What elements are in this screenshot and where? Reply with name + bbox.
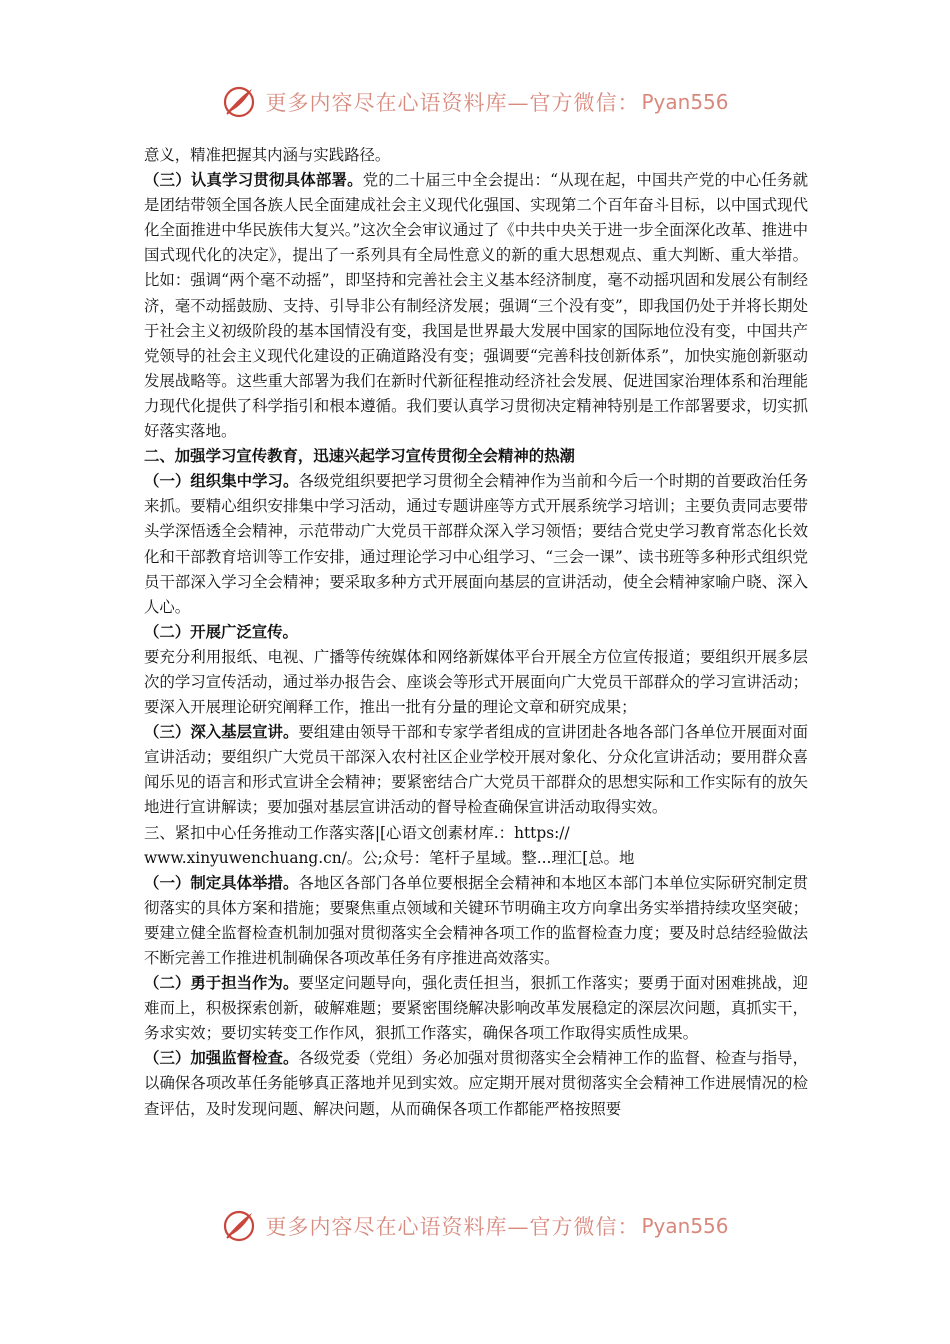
- section-body: 要组建由领导干部和专家学者组成的宣讲团赴各地各部门各单位开展面对面宣讲活动；要组织广大党员干部深入农村社区企业学校开展对象化、分众化宣讲活动；要用群众喜闻乐见的语言和形式宣讲全会精神；要紧密结合广大党员干部群众的思想实际和工作实际有的放矢地进行宣讲解读；要加强对基层宣讲活动的督导检查确保宣讲活动取得实效。: [144, 723, 808, 817]
- quill-logo-icon: [221, 84, 257, 120]
- document-body: [144, 143, 808, 1122]
- quill-logo-icon: [221, 1208, 257, 1244]
- paragraph: [144, 168, 808, 444]
- paragraph: [144, 971, 808, 1046]
- banner-wechat-id: Pyan556: [641, 90, 729, 114]
- paragraph: [144, 469, 808, 620]
- banner-text: 更多内容尽在心语资料库—官方微信：: [265, 1215, 640, 1239]
- section-body: 党的二十届三中全会提出：“从现在起，中国共产党的中心任务就是团结带领全国各族人民全面建成社会主义现代化强国、实现第二个百年奋斗目标，以中国式现代化全面推进中华民族伟大复兴。”这次全会审议通过了《中共中央关于进一步全面深化改革、推进中国式现代化的决定》，提出了一系列具有全局性意义的新的重大思想观点、重大判断、重大举措。比如：强调“两个毫不动摇”，即坚持和完善社会主义基本经济制度，毫不动摇巩固和发展公有制经济，毫不动摇鼓励、支持、引导非公有制经济发展；强调“三个没有变”，即我国仍处于并将长期处于社会主义初级阶段的基本国情没有变，我国是世界最大发展中国家的国际地位没有变，中国共产党领导的社会主义现代化建设的正确道路没有变；强调要“完善科技创新体系”，加快实施创新驱动发展战略等。这些重大部署为我们在新时代新征程推动经济社会发展、促进国家治理体系和治理能力现代化提供了科学指引和根本遵循。我们要认真学习贯彻决定精神特别是工作部署要求，切实抓好落实落地。: [144, 171, 808, 441]
- section-title: （二）勇于担当作为。: [144, 974, 299, 993]
- footer-watermark-banner: [0, 1208, 950, 1244]
- section-title: （一）制定具体举措。: [144, 873, 299, 892]
- banner-wechat-id: Pyan556: [641, 1214, 729, 1238]
- section-body: 各地区各部门各单位要根据全会精神和本地区本部门本单位实际研究制定贯彻落实的具体方案和措施；要聚焦重点领域和关键环节明确主攻方向拿出务实举措持续攻坚突破；要建立健全监督检查机制加强对贯彻落实全会精神各项工作的监督检查力度；要及时总结经验做法不断完善工作推进机制确保各项改革任务有序推进高效落实。: [144, 873, 808, 967]
- section-heading-line: 三、紧扣中心任务推动工作落实落|[心语文创素材库.：https://: [144, 823, 570, 842]
- section-title: （二）开展广泛宣传。: [144, 622, 298, 641]
- header-watermark-banner: [0, 84, 950, 120]
- paragraph: [144, 871, 808, 971]
- paragraph: 要充分利用报纸、电视、广播等传统媒体和网络新媒体平台开展全方位宣传报道；要组织开展多层次的学习宣传活动，通过举办报告会、座谈会等形式开展面向广大党员干部群众的学习宣讲活动；要深入开展理论研究阐释工作，推出一批有分量的理论文章和研究成果；: [144, 647, 808, 717]
- section-body: 各级党组织要把学习贯彻全会精神作为当前和今后一个时期的首要政治任务来抓。要精心组织安排集中学习活动，通过专题讲座等方式开展系统学习培训；主要负责同志要带头学深悟透全会精神，示范带动广大党员干部群众深入学习领悟；要结合党史学习教育常态化长效化和干部教育培训等工作安排，通过理论学习中心组学习、“三会一课”、读书班等多种形式组织党员干部深入学习全会精神；要采取多种方式开展面向基层的宣讲活动，使全会精神家喻户晓、深入人心。: [144, 472, 808, 616]
- section-body: 要坚定问题导向，强化责任担当，狠抓工作落实；要勇于面对困难挑战，迎难而上，积极探索创新，破解难题；要紧密围绕解决影响改革发展稳定的深层次问题，真抓实干，务求实效；要切实转变工作作风，狠抓工作落实，确保各项工作取得实质性成果。: [144, 974, 808, 1043]
- paragraph: [144, 720, 808, 820]
- section-body: 各级党委（党组）务必加强对贯彻落实全会精神工作的监督、检查与指导，以确保各项改革任务能够真正落地并见到实效。应定期开展对贯彻落实全会精神工作进展情况的检查评估，及时发现问题、解决问题，从而确保各项工作都能严格按照要: [144, 1049, 808, 1118]
- section-heading: 二、加强学习宣传教育，迅速兴起学习宣传贯彻全会精神的热潮: [144, 447, 575, 466]
- section-heading-line: www.xinyuwenchuang.cn/。公;众号：笔杆子星域。整...理汇[总。地: [144, 848, 635, 867]
- section-title: （三）加强监督检查。: [144, 1049, 299, 1068]
- section-title: （三）认真学习贯彻具体部署。: [144, 171, 363, 190]
- section-title: （三）深入基层宣讲。: [144, 723, 299, 742]
- section-title: （一）组织集中学习。: [144, 472, 299, 491]
- banner-text: 更多内容尽在心语资料库—官方微信：: [265, 91, 640, 115]
- paragraph: [144, 1046, 808, 1121]
- paragraph: 意义，精准把握其内涵与实践路径。: [144, 146, 391, 164]
